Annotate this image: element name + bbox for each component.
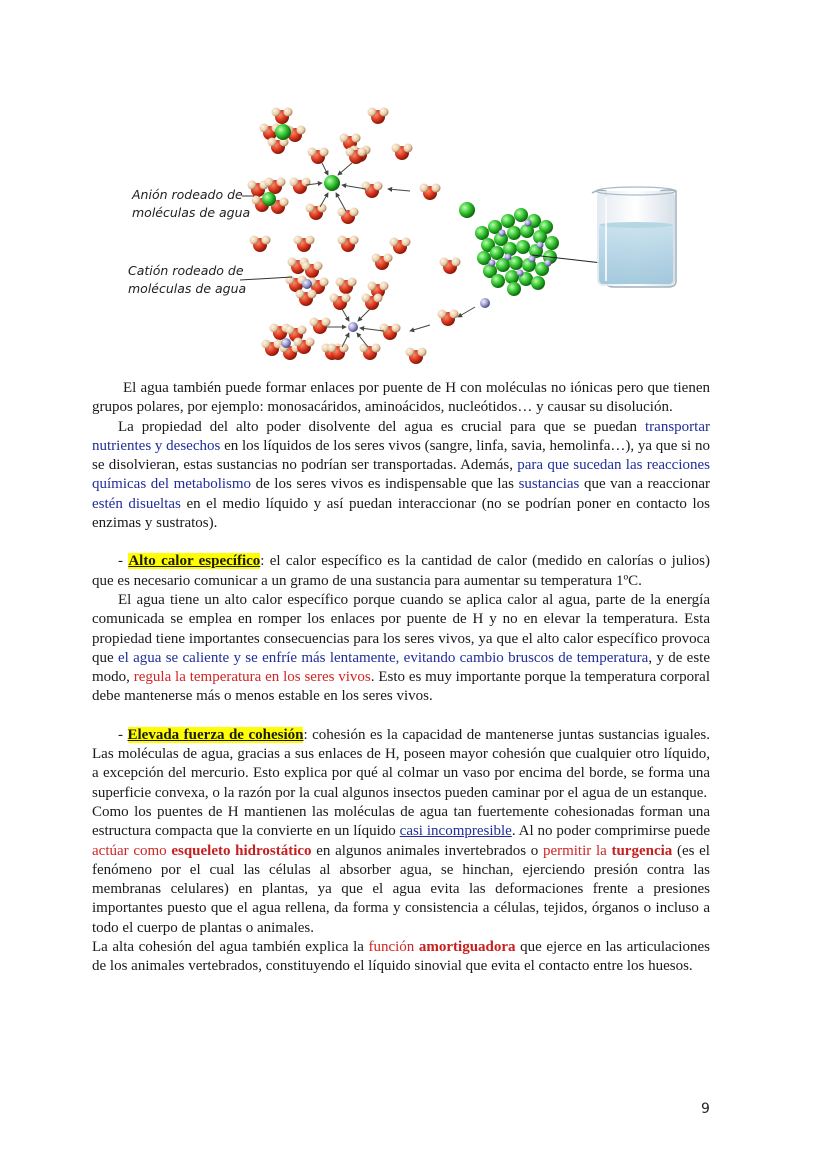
text-span: (es el fenómeno por el cual las células al absorber agua, se hinchan, ejerciendo presión contra las membranas celulares) en plantas, ya que el agua evita las deformaciones frente a presiones importantes puesto que el agua rellena, da forma y consistencia a células, tejidos, órganos o incluso a todo el cuerpo de plantas o animales. [92, 842, 710, 936]
text-span: que ejerce en las articulaciones de los animales vertebrados, constituyendo el líquido sinovial que evita el contacto entre los huesos. [92, 939, 710, 975]
emphasis-act-as: actúar como [92, 842, 172, 859]
anion-cluster [260, 108, 413, 163]
cation-surrounded [286, 258, 329, 307]
emphasis-dissolved: estén disueltas [92, 495, 181, 512]
text-span: de los seres vivos es indispensable que las [251, 476, 519, 493]
free-cation [310, 294, 491, 361]
text-span: . Esto es muy importante porque la temperatura corporal debe mantenerse más o menos estable en los seres vivos. [92, 669, 710, 705]
emphasis-temperature-regulation: regula la temperatura en los seres vivos [133, 669, 371, 686]
emphasis-substances: sustancias [518, 476, 580, 493]
text-span: . Al no poder comprimirse puede [511, 823, 710, 840]
text-span: Como los puentes de H mantienen las moléculas de agua tan fuertemente cohesionadas forman una estructura compacta que la convierte en un líquido [92, 803, 710, 840]
text-span: La propiedad del alto poder disolvente del agua es crucial para que se puedan [118, 418, 646, 435]
paragraph-incompressible [92, 803, 710, 938]
emphasis-cushioning: amortiguadora [418, 939, 516, 956]
salt-crystal [475, 208, 602, 296]
list-dash: - [118, 553, 129, 570]
emphasis-allow: permitir la [542, 842, 612, 859]
solvation-figure [120, 95, 680, 375]
text-span: : cohesión es la capacidad de mantenerse juntas sustancias iguales. Las moléculas de agua, gracias a sus enlaces de H, poseen mayor cohesión que cualquier otro líquido, a excepción del mercurio. Esto explica por qué al colmar un vaso por encima del borde, se forma una superficie convexa, o la razón por la cual algunos insectos pueden caminar por el agua de un estanque. [92, 726, 711, 801]
emphasis-turgor: turgencia [611, 842, 673, 859]
anion-label: Anión rodeado de moléculas de agua [132, 187, 251, 220]
free-anion [290, 148, 476, 225]
paragraph-cushioning [92, 938, 710, 977]
text-span: El agua tiene un alto calor específico porque cuando se aplica calor al agua, parte de la energía comunicada se emplea en romper los enlaces por puente de H y no en elevar la temperatura. Esta propiedad tiene importantes consecuencias para los seres vivos, ya que el alto calor específico provoca que [92, 591, 710, 666]
beaker [592, 187, 676, 287]
emphasis-incompressible: casi incompresible [399, 823, 512, 840]
emphasis-function: función [368, 939, 419, 956]
paragraph-polar-molecules: El agua también puede formar enlaces por puente de H con moléculas no iónicas pero que tienen grupos polares, por ejemplo: monosacáridos, aminoácidos, nucleótidos… y causar su disolución. [92, 380, 710, 416]
paragraph-specific-heat-definition [92, 552, 710, 591]
body-text [92, 379, 710, 977]
page-number: 9 [701, 1101, 710, 1117]
text-span: en el medio líquido y así puedan interaccionar (no se podrían poner en contacto los enzimas y sustratos). [92, 495, 710, 532]
emphasis-hydrostatic-skeleton: esqueleto hidrostático [171, 842, 312, 859]
text-span: en algunos animales invertebrados o [311, 842, 543, 859]
list-dash: - [118, 726, 128, 743]
heading-specific-heat: Alto calor específico [128, 553, 261, 570]
water-molecules [250, 236, 461, 299]
text-span: : el calor específico es la cantidad de calor (medido en calorías o julios) que es necesario comunicar a un gramo de una sustancia para aumentar su temperatura 1ºC. [92, 553, 711, 589]
emphasis-slow-heating: el agua se caliente y se enfríe más lentamente, evitando cambio bruscos de temperatura [117, 649, 649, 666]
paragraph-cohesion-definition [92, 726, 710, 803]
text-span: , y de este modo, [92, 649, 710, 686]
text-span: que van a reaccionar [579, 476, 710, 493]
emphasis-metabolism: para que sucedan las reacciones químicas del metabolismo [92, 457, 711, 493]
text-span: en los líquidos de los seres vivos (sangre, linfa, savia, hemolinfa…), ya que si no se disolvieran, estas sustancias no podrían ser transportadas. Además, [92, 437, 710, 474]
solvation-diagram [120, 95, 680, 375]
paragraph-solvent-power [92, 418, 710, 534]
text-span: La alta cohesión del agua también explica la [92, 939, 369, 956]
paragraph-specific-heat [92, 591, 710, 707]
cation-label: Catión rodeado de moléculas de agua [128, 263, 247, 296]
emphasis-transport: transportar nutrientes y desechos [92, 418, 710, 454]
heading-cohesion: Elevada fuerza de cohesión [127, 726, 304, 743]
